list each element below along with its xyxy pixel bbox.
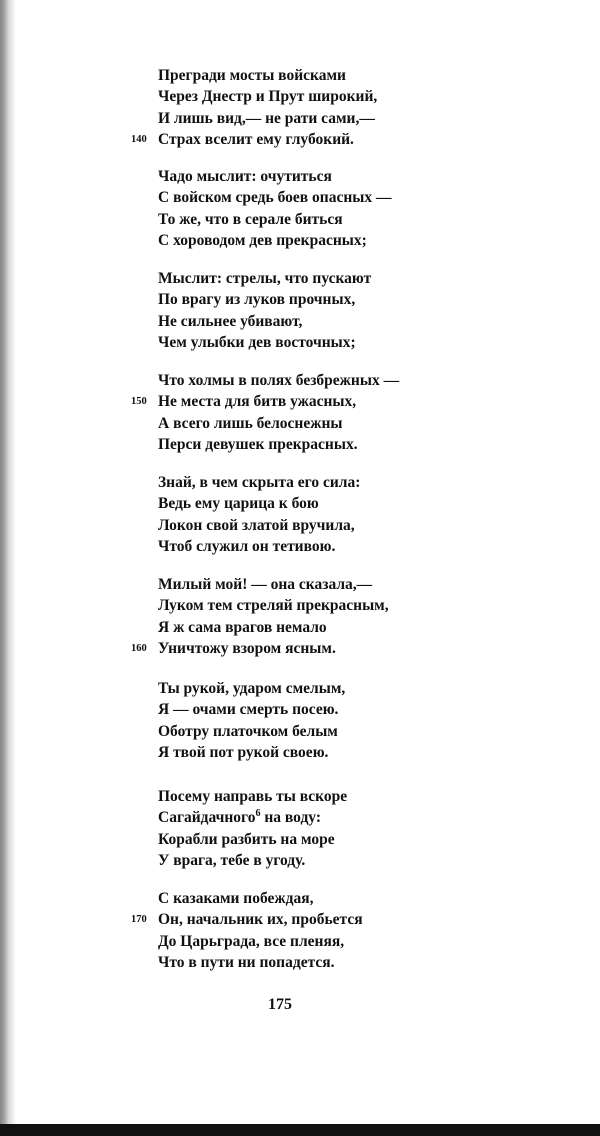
verse-text-continued: на воду: xyxy=(260,809,322,827)
verse-line xyxy=(158,472,478,493)
stanza xyxy=(131,65,478,150)
verse-line xyxy=(158,166,478,187)
verse-line xyxy=(131,909,478,930)
verse-line xyxy=(158,289,478,310)
stanza xyxy=(158,268,478,353)
verse-line xyxy=(158,515,478,536)
page-number: 175 xyxy=(268,996,292,1013)
verse-line xyxy=(158,721,478,742)
verse-line xyxy=(131,391,478,412)
verse-text: Перси девушек прекрасных. xyxy=(158,435,358,453)
verse-line xyxy=(158,332,478,353)
verse-text: С войском средь боев опасных — xyxy=(158,189,392,207)
verse-line xyxy=(158,65,478,86)
verse-line xyxy=(158,370,478,391)
verse-text: Луком тем стреляй прекрасным, xyxy=(158,597,389,615)
verse-text: Знай, в чем скрыта его сила: xyxy=(158,474,361,491)
verse-text: Уничтожу взором ясным. xyxy=(158,639,336,657)
stanza xyxy=(131,370,478,455)
line-number: 170 xyxy=(131,914,147,926)
stanza xyxy=(158,472,478,557)
verse-text: По врагу из луков прочных, xyxy=(158,291,356,309)
verse-text: Локон свой златой вручила, xyxy=(158,516,355,534)
verse-line xyxy=(158,617,478,638)
verse-line xyxy=(131,638,478,659)
verse-text: А всего лишь белоснежны xyxy=(158,414,343,432)
verse-text: Сагайдачного xyxy=(158,809,256,827)
verse-line xyxy=(158,829,478,850)
verse-text: Чем улыбки дев восточных; xyxy=(158,333,356,351)
verse-text: Посему направь ты вскоре xyxy=(158,788,348,805)
verse-text: С казаками побеждая, xyxy=(158,890,314,907)
verse-text: Я — очами смерть посею. xyxy=(158,701,339,719)
verse-line xyxy=(158,850,478,871)
verse-line xyxy=(131,129,478,150)
verse-line xyxy=(158,595,478,616)
verse-line xyxy=(158,413,478,434)
stanza xyxy=(158,786,478,871)
verse-text: Через Днестр и Прут широкий, xyxy=(158,88,378,106)
verse-line xyxy=(158,888,478,909)
verse-line xyxy=(158,574,478,595)
verse-text: Что в пути ни попадется. xyxy=(158,953,335,971)
footnote-marker: 6 xyxy=(255,808,261,820)
verse-line xyxy=(158,209,478,230)
verse-line xyxy=(158,952,478,973)
verse-text: Мыслит: стрелы, что пускают xyxy=(158,270,372,287)
verse-text: Не сильнее убивают, xyxy=(158,312,303,330)
verse-text: Оботру платочком белым xyxy=(158,722,338,740)
stanza xyxy=(158,166,478,251)
line-number: 160 xyxy=(131,642,147,654)
verse-text: И лишь вид,— не рати сами,— xyxy=(158,109,375,127)
verse-line xyxy=(158,678,478,699)
verse-line xyxy=(158,931,478,952)
verse-line xyxy=(158,268,478,289)
verse-text: Не места для битв ужасных, xyxy=(158,393,357,411)
verse-text: У врага, тебе в угоду. xyxy=(158,851,306,869)
stanza xyxy=(131,888,478,973)
verse-line xyxy=(158,108,478,129)
verse-text: Прегради мосты войсками xyxy=(158,67,346,84)
line-number: 150 xyxy=(131,396,147,408)
verse-line xyxy=(158,742,478,763)
verse-text: Ты рукой, ударом смелым, xyxy=(158,680,346,697)
verse-text: Что холмы в полях безбрежных — xyxy=(158,372,400,389)
stanza xyxy=(131,574,478,659)
verse-text: Я ж сама врагов немало xyxy=(158,618,327,636)
verse-text: Он, начальник их, пробьется xyxy=(158,911,363,929)
verse-line xyxy=(158,230,478,251)
verse-text: Я твой пот рукой своею. xyxy=(158,743,329,761)
verse-text: То же, что в серале биться xyxy=(158,210,343,228)
verse-text: Ведь ему царица к бою xyxy=(158,495,319,513)
stanza xyxy=(158,678,478,763)
verse-line xyxy=(158,434,478,455)
verse-line xyxy=(158,311,478,332)
verse-text: До Царьграда, все пленяя, xyxy=(158,932,345,950)
verse-text: С хороводом дев прекрасных; xyxy=(158,231,367,249)
line-number: 140 xyxy=(131,133,147,145)
verse-line xyxy=(158,187,478,208)
verse-line xyxy=(158,699,478,720)
verse-line xyxy=(158,493,478,514)
verse-text: Чадо мыслит: очутиться xyxy=(158,168,332,185)
verse-line xyxy=(158,786,478,807)
verse-text: Милый мой! — она сказала,— xyxy=(158,576,373,593)
verse-text: Корабли разбить на море xyxy=(158,830,335,848)
verse-text: Чтоб служил он тетивою. xyxy=(158,537,336,555)
verse-line xyxy=(158,536,478,557)
verse-text: Страх вселит ему глубокий. xyxy=(158,130,354,148)
verse-line xyxy=(158,807,478,828)
verse-line xyxy=(158,86,478,107)
